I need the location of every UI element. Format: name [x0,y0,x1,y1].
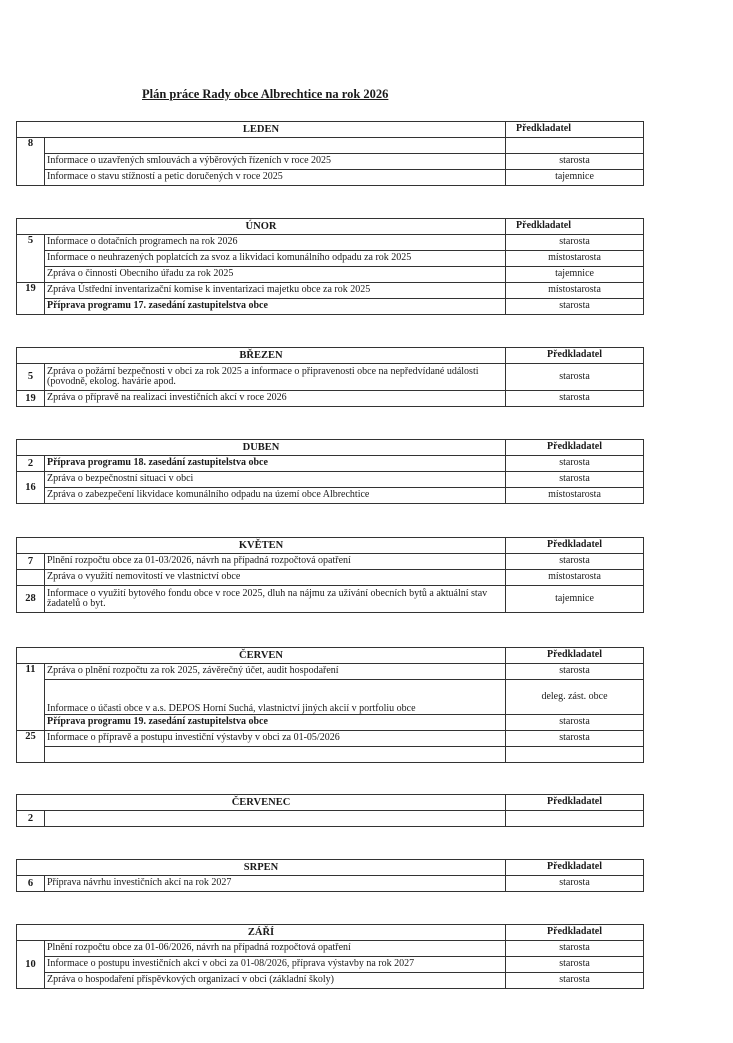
month-name: SRPEN [17,860,506,876]
meeting-day: 19 [17,283,45,315]
month-table-cerven [16,647,644,763]
month-name: ČERVEN [17,648,506,664]
meeting-day: 16 [17,472,45,504]
agenda-item: Informace o stavu stížností a petic doručených v roce 2025 [45,170,506,186]
presenter-header: Předkladatel [506,538,644,554]
presenter: starosta [506,664,644,680]
table-row [17,731,644,747]
presenter: tajemnice [506,170,644,186]
meeting-day: 19 [17,391,45,407]
presenter: starosta [506,154,644,170]
presenter-header: Předkladatel [506,440,644,456]
month-table-unor [16,218,644,315]
table-row [17,941,644,957]
agenda-item: Příprava programu 18. zasedání zastupitelstva obce [45,456,506,472]
agenda-item: Zpráva o požární bezpečnosti v obci za rok 2025 a informace o připravenosti obce na nepředvídané události (povodně, ekolog. havárie apod. [45,364,506,391]
presenter [506,811,644,827]
presenter: starosta [506,973,644,989]
table-row [17,170,644,186]
agenda-item: Informace o účasti obce v a.s. DEPOS Horní Suchá, vlastnictví jiných akcií v portfoliu obce [45,680,506,715]
agenda-item: Příprava návrhu investičních akcí na rok 2027 [45,876,506,892]
meeting-day: 8 [17,138,45,186]
meeting-day: 2 [17,456,45,472]
agenda-item [45,811,506,827]
table-row [17,554,644,570]
table-row [17,138,644,154]
presenter: místostarosta [506,251,644,267]
presenter-header: Předkladatel [506,795,644,811]
month-table-cervenec [16,794,644,827]
presenter: místostarosta [506,283,644,299]
presenter: místostarosta [506,488,644,504]
table-row [17,488,644,504]
agenda-item: Zpráva Ústřední inventarizační komise k inventarizaci majetku obce za rok 2025 [45,283,506,299]
agenda-item: Zpráva o využití nemovitostí ve vlastnictví obce [45,570,506,586]
agenda-item: Informace o neuhrazených poplatcích za svoz a likvidaci komunálního odpadu za rok 2025 [45,251,506,267]
table-row [17,283,644,299]
meeting-day: 7 [17,554,45,570]
presenter-header: Předkladatel [506,348,644,364]
meeting-day: 10 [17,941,45,989]
agenda-item: Zpráva o činnosti Obecního úřadu za rok 2025 [45,267,506,283]
agenda-item: Informace o využití bytového fondu obce v roce 2025, dluh na nájmu za užívání obecních bytů a aktuální stav žadatelů o byt. [45,586,506,613]
meeting-day [17,570,45,586]
presenter: místostarosta [506,570,644,586]
presenter: starosta [506,391,644,407]
table-row [17,680,644,715]
month-table-kveten [16,537,644,613]
presenter-header: Předkladatel [506,122,644,138]
table-row [17,456,644,472]
table-row [17,391,644,407]
table-row [17,154,644,170]
agenda-item: Zpráva o přípravě na realizaci investičních akcí v roce 2026 [45,391,506,407]
presenter-header: Předkladatel [506,648,644,664]
meeting-day: 11 [17,664,45,731]
agenda-item: Informace o dotačních programech na rok 2026 [45,235,506,251]
table-row [17,267,644,283]
table-row [17,251,644,267]
meeting-day: 5 [17,364,45,391]
presenter: starosta [506,731,644,747]
meeting-day: 2 [17,811,45,827]
agenda-item: Informace o postupu investičních akcí v obci za 01-08/2026, příprava výstavby na rok 2027 [45,957,506,973]
month-name: KVĚTEN [17,538,506,554]
presenter: starosta [506,957,644,973]
meeting-day: 28 [17,586,45,613]
table-row [17,364,644,391]
presenter [506,138,644,154]
table-row [17,957,644,973]
table-row [17,876,644,892]
agenda-item: Plnění rozpočtu obce za 01-03/2026, návrh na případná rozpočtová opatření [45,554,506,570]
agenda-item [45,747,506,763]
agenda-item [45,138,506,154]
presenter: starosta [506,472,644,488]
month-table-srpen [16,859,644,892]
table-row [17,586,644,613]
month-name: LEDEN [17,122,506,138]
presenter-header: Předkladatel [506,860,644,876]
table-row [17,235,644,251]
presenter-header: Předkladatel [506,219,644,235]
agenda-item: Zpráva o hospodaření příspěvkových organizací v obci (základní školy) [45,973,506,989]
presenter: tajemnice [506,267,644,283]
agenda-item: Informace o uzavřených smlouvách a výběrových řízeních v roce 2025 [45,154,506,170]
agenda-item: Příprava programu 17. zasedání zastupitelstva obce [45,299,506,315]
table-row [17,811,644,827]
month-table-leden [16,121,644,186]
agenda-item: Zpráva o zabezpečení likvidace komunálního odpadu na území obce Albrechtice [45,488,506,504]
presenter: starosta [506,299,644,315]
meeting-day: 6 [17,876,45,892]
agenda-item: Zpráva o bezpečnostní situaci v obci [45,472,506,488]
month-name: BŘEZEN [17,348,506,364]
presenter: starosta [506,941,644,957]
month-name: ZÁŘÍ [17,925,506,941]
presenter: starosta [506,876,644,892]
table-row [17,299,644,315]
presenter: starosta [506,456,644,472]
month-name: ČERVENEC [17,795,506,811]
table-row [17,973,644,989]
document-title: Plán práce Rady obce Albrechtice na rok 2026 [142,87,389,101]
month-table-brezen [16,347,644,407]
table-row [17,472,644,488]
agenda-item: Plnění rozpočtu obce za 01-06/2026, návrh na případná rozpočtová opatření [45,941,506,957]
presenter-header: Předkladatel [506,925,644,941]
table-row [17,715,644,731]
month-name: ÚNOR [17,219,506,235]
presenter: starosta [506,715,644,731]
meeting-day: 25 [17,731,45,763]
table-row [17,570,644,586]
presenter: starosta [506,235,644,251]
agenda-item: Příprava programu 19. zasedání zastupitelstva obce [45,715,506,731]
month-name: DUBEN [17,440,506,456]
month-table-zari [16,924,644,989]
presenter: starosta [506,554,644,570]
table-row [17,664,644,680]
month-table-duben [16,439,644,504]
agenda-item: Zpráva o plnění rozpočtu za rok 2025, závěrečný účet, audit hospodaření [45,664,506,680]
agenda-item: Informace o přípravě a postupu investiční výstavby v obci za 01-05/2026 [45,731,506,747]
presenter: deleg. zást. obce [506,680,644,715]
presenter: starosta [506,364,644,391]
presenter [506,747,644,763]
table-row [17,747,644,763]
presenter: tajemnice [506,586,644,613]
meeting-day: 5 [17,235,45,283]
